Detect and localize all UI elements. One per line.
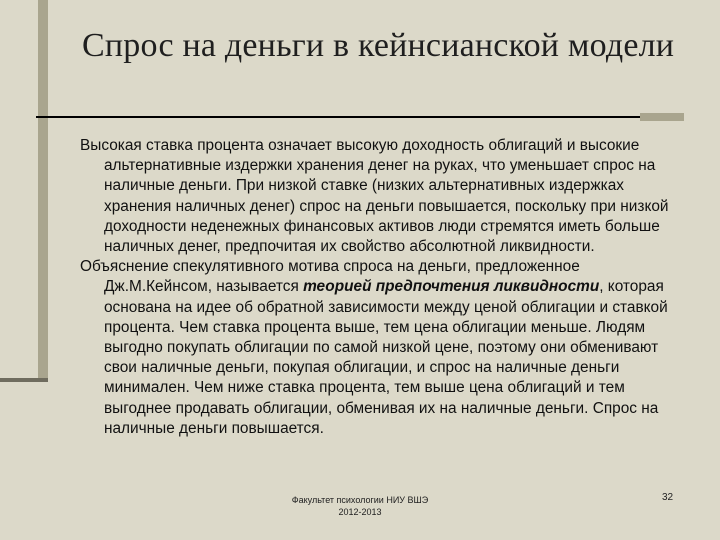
slide-title: Спрос на деньги в кейнсианской модели — [82, 27, 675, 64]
title-divider-accent — [640, 113, 684, 121]
paragraph-liquidity-preference — [80, 257, 682, 439]
left-accent-bar — [38, 0, 48, 382]
paragraph-text-before-term: Объяснение спекулятивного мотива спроса на деньги, предложенное Дж.М.Кейнсом, называется — [80, 258, 580, 296]
footer-faculty: Факультет психологии НИУ ВШЭ — [291, 495, 429, 505]
liquidity-preference-term: теорией предпочтения ликвидности — [303, 278, 600, 296]
slide-body — [80, 136, 682, 439]
slide-footer — [290, 494, 430, 518]
title-divider — [36, 116, 640, 118]
left-accent-bar-tip — [0, 378, 48, 382]
paragraph-interest-rate: Высокая ставка процента означает высокую доходность облигаций и высокие альтернативные издержки хранения денег на руках, что уменьшает спрос на наличные деньги. При низкой ставке (низких альтернативных издержках хранения наличных денег) спрос на деньги повышается, поскольку при низкой доходности неденежных финансовых активов люди стремятся иметь больше наличных денег, предпочитая их свойство абсолютной ликвидности. — [80, 137, 669, 256]
page-number: 32 — [662, 492, 674, 503]
footer-years: 2012-2013 — [338, 507, 382, 517]
paragraph-text-after-term: , которая основана на идее об обратной зависимости между ценой облигации и ставкой процента. Чем ставка процента выше, тем цена облигации меньше. Людям выгодно покупать облигации по самой низкой цене, поэтому они обменивают свои наличные деньги, покупая облигации, и спрос на наличные деньги минимален. Чем ниже ставка процента, тем выше цена облигаций и тем выгоднее продавать облигации, обменивая их на наличные деньги. Спрос на наличные деньги повышается. — [104, 278, 668, 437]
